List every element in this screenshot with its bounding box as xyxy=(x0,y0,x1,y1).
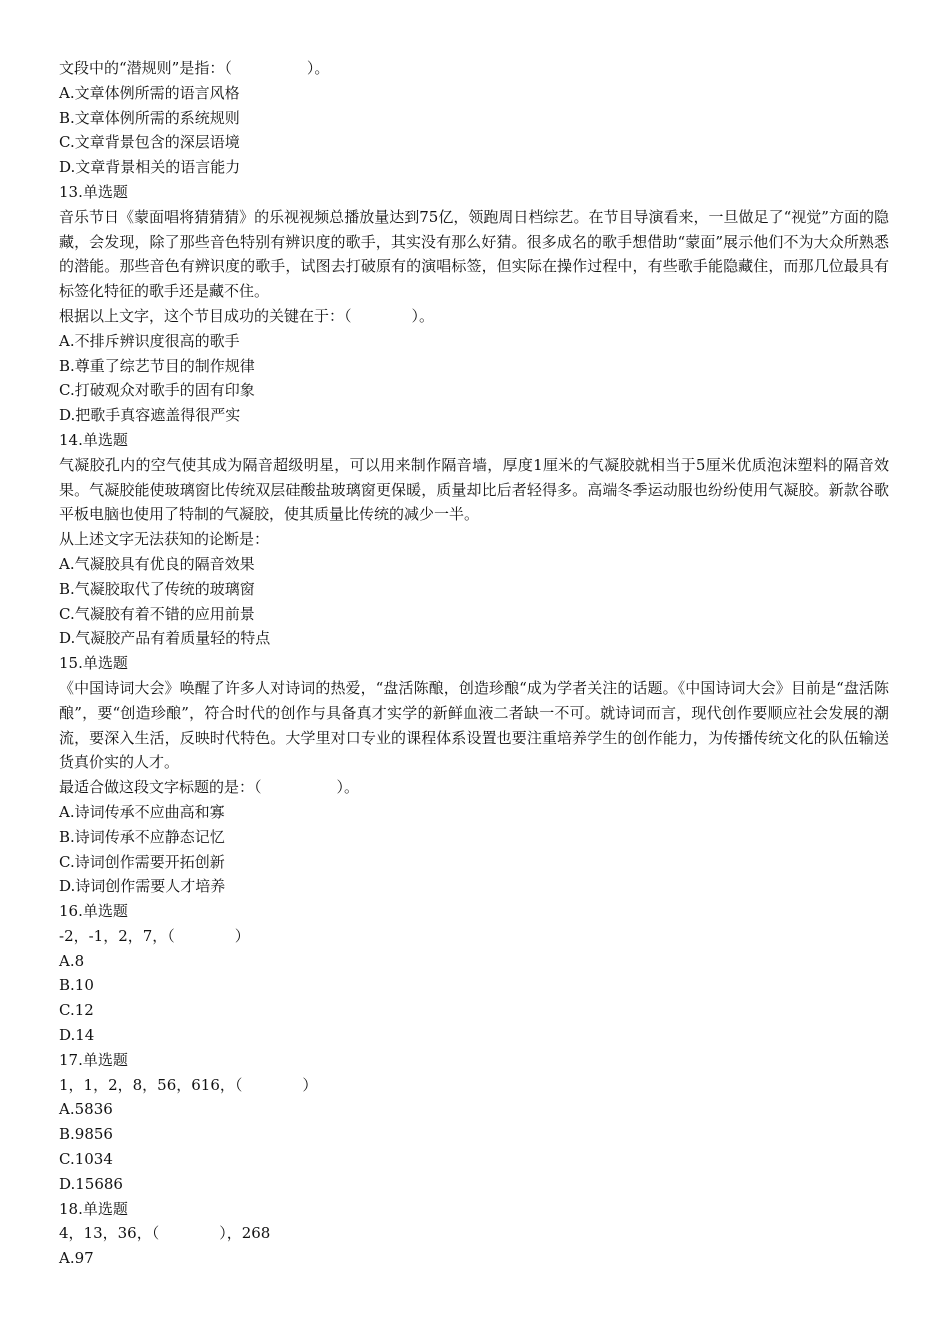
option-b: B.尊重了综艺节目的制作规律 xyxy=(59,356,255,375)
question-header: 15.单选题 xyxy=(59,654,128,673)
question-17 xyxy=(59,1048,889,1197)
question-stem: 从上述文字无法获知的论断是： xyxy=(59,530,270,549)
question-passage: 气凝胶孔内的空气使其成为隔音超级明星，可以用来制作隔音墙，厚度1厘米的气凝胶就相当于5厘米优质泡沫塑料的隔音效果。气凝胶能使玻璃窗比传统双层硅酸盐玻璃窗更保暖，质量却比后者轻得多。高端冬季运动服也纷纷使用气凝胶。新款谷歌平板电脑也使用了特制的气凝胶，使其质量比传统的减少一半。 xyxy=(59,455,889,524)
option-c: C.1034 xyxy=(59,1150,113,1169)
option-a: A.不排斥辨识度很高的歌手 xyxy=(59,331,240,350)
question-intro xyxy=(59,56,889,180)
question-16 xyxy=(59,899,889,1048)
question-header: 14.单选题 xyxy=(59,430,128,449)
option-a: A.97 xyxy=(59,1249,94,1268)
question-13 xyxy=(59,180,889,428)
option-d: D.把歌手真容遮盖得很严实 xyxy=(59,406,241,425)
question-stem: 1，1，2，8，56，616，（ ） xyxy=(59,1075,318,1094)
option-a: A.气凝胶具有优良的隔音效果 xyxy=(59,554,255,573)
question-stem: 4，13，36，（ ），268 xyxy=(59,1224,271,1243)
option-b: B.9856 xyxy=(59,1125,113,1144)
option-d: D.15686 xyxy=(59,1174,123,1193)
option-b: B.气凝胶取代了传统的玻璃窗 xyxy=(59,579,255,598)
question-header: 16.单选题 xyxy=(59,902,128,921)
option-a: A.文章体例所需的语言风格 xyxy=(59,83,240,102)
question-14 xyxy=(59,428,889,651)
option-c: C.气凝胶有着不错的应用前景 xyxy=(59,604,255,623)
option-a: A.诗词传承不应曲高和寡 xyxy=(59,802,225,821)
question-header: 18.单选题 xyxy=(59,1199,128,1218)
option-c: C.诗词创作需要开拓创新 xyxy=(59,852,225,871)
question-stem: 文段中的“潜规则”是指：（ ）。 xyxy=(59,59,330,77)
question-header: 17.单选题 xyxy=(59,1050,128,1069)
question-18 xyxy=(59,1197,889,1271)
question-passage: 音乐节日《蒙面唱将猜猜猜》的乐视视频总播放量达到75亿，领跑周日档综艺。在节目导演看来，一旦做足了“视觉”方面的隐藏，会发现，除了那些音色特别有辨识度的歌手，其实没有那么好猜。很多成名的歌手想借助“蒙面”展示他们不为大众所熟悉的潜能。那些音色有辨识度的歌手，试图去打破原有的演唱标签，但实际在操作过程中，有些歌手能隐藏住，而那几位最具有标签化特征的歌手还是藏不住。 xyxy=(59,207,889,301)
option-b: B.文章体例所需的系统规则 xyxy=(59,108,240,127)
option-b: B.10 xyxy=(59,976,94,995)
option-c: C.文章背景包含的深层语境 xyxy=(59,133,240,152)
question-stem: -2，-1，2，7，（ ） xyxy=(59,926,250,945)
question-15 xyxy=(59,651,889,899)
option-a: A.8 xyxy=(59,951,85,970)
question-passage: 《中国诗词大会》唤醒了许多人对诗词的热爱，“盘活陈酿，创造珍酿“成为学者关注的话题。《中国诗词大会》目前是“盘活陈酿”，要“创造珍酿”，符合时代的创作与具备真才实学的新鲜血液二者缺一不可。就诗词而言，现代创作要顺应社会发展的潮流，要深入生活，反映时代特色。大学里对口专业的课程体系设置也要注重培养学生的创作能力，为传播传统文化的队伍输送货真价实的人才。 xyxy=(59,678,889,772)
question-stem: 根据以上文字，这个节目成功的关键在于：（ ）。 xyxy=(59,306,435,325)
option-d: D.诗词创作需要人才培养 xyxy=(59,877,226,896)
option-d: D.文章背景相关的语言能力 xyxy=(59,158,241,177)
question-stem: 最适合做这段文字标题的是：（ ）。 xyxy=(59,778,360,797)
option-c: C.打破观众对歌手的固有印象 xyxy=(59,381,255,400)
option-d: D.14 xyxy=(59,1026,95,1045)
option-c: C.12 xyxy=(59,1001,94,1020)
option-a: A.5836 xyxy=(59,1100,113,1119)
option-b: B.诗词传承不应静态记忆 xyxy=(59,827,225,846)
option-d: D.气凝胶产品有着质量轻的特点 xyxy=(59,629,271,648)
question-header: 13.单选题 xyxy=(59,182,128,201)
exam-page xyxy=(59,56,889,1271)
